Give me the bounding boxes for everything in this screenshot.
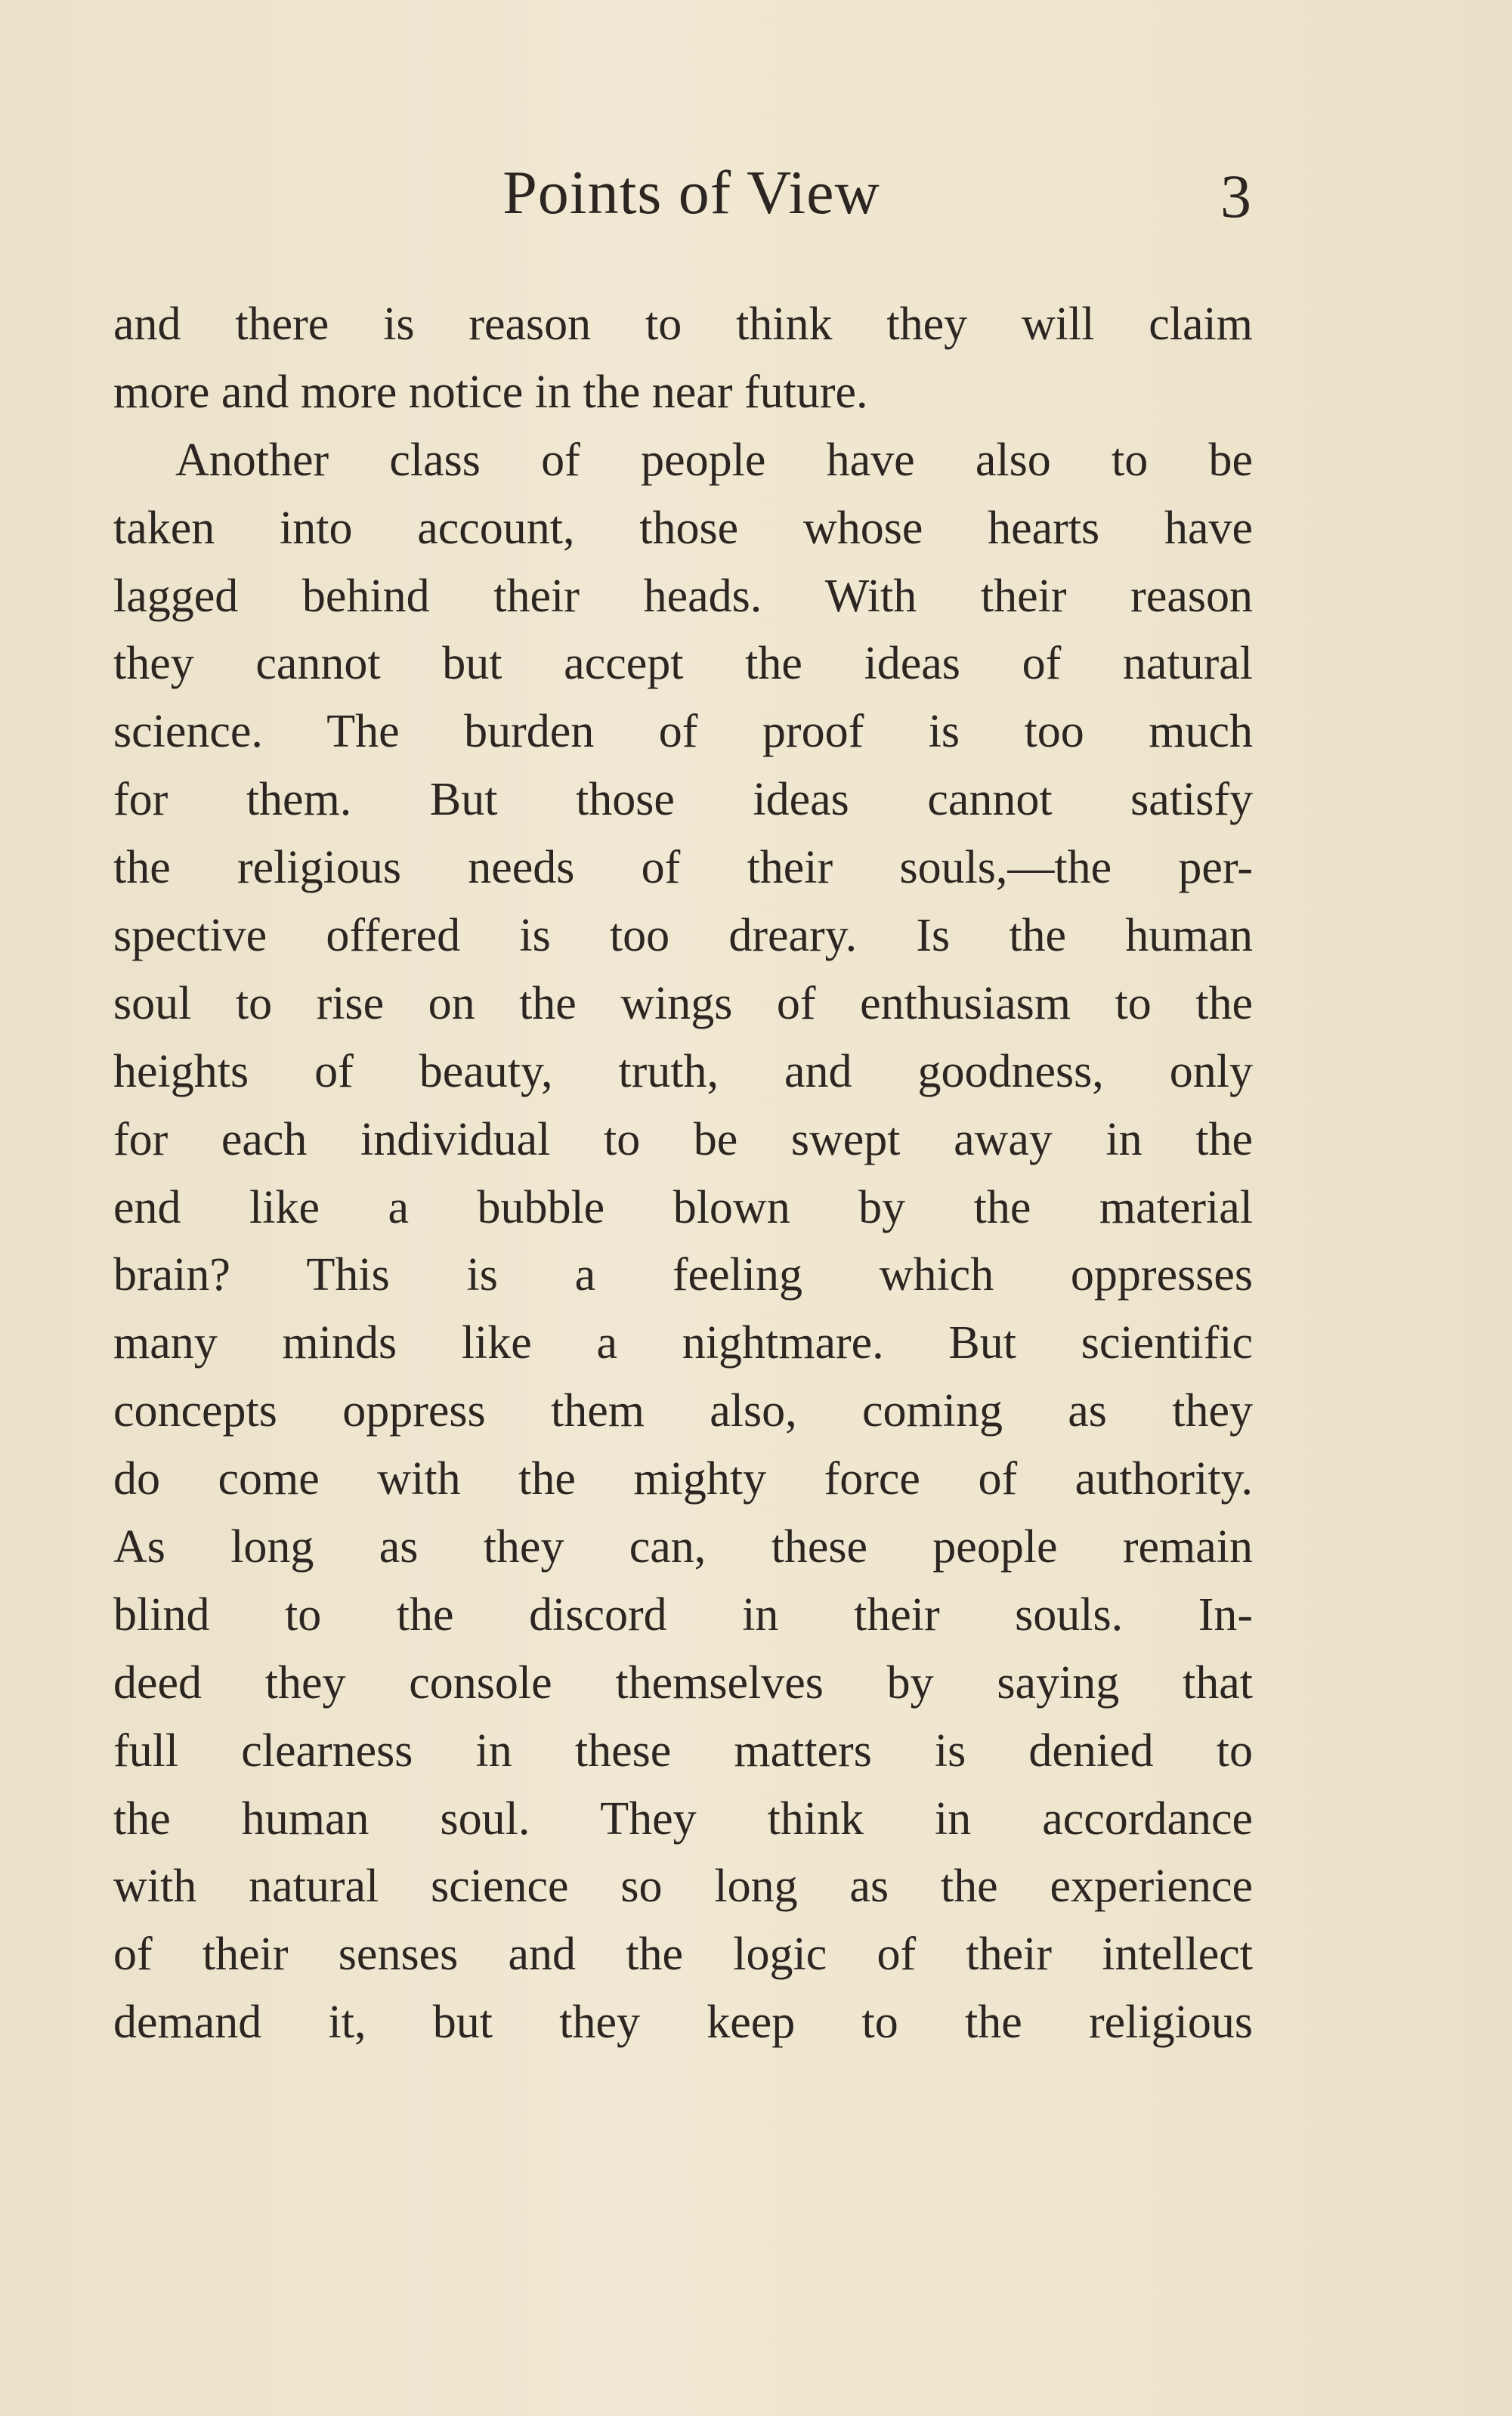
text-line: for them. But those ideas cannot satisfy [113,774,1253,826]
text-line: for each individual to be swept away in the [113,1113,1253,1165]
text-line: more and more notice in the near future. [113,366,868,418]
text-line: the religious needs of their souls,—the per- [113,842,1253,894]
text-line: many minds like a nightmare. But scientific [113,1317,1253,1369]
text-line: lagged behind their heads. With their reason [113,570,1253,622]
text-line: full clearness in these matters is denied to [113,1725,1253,1777]
page-number: 3 [1220,162,1251,230]
text-line: the human soul. They think in accordance [113,1793,1253,1845]
text-line: do come with the mighty force of authority. [113,1453,1253,1505]
text-line: taken into account, those whose hearts have [113,502,1253,554]
text-line: science. The burden of proof is too much [113,706,1253,758]
body-text [113,291,1253,2057]
text-line: As long as they can, these people remain [113,1521,1253,1573]
text-line: brain? This is a feeling which oppresses [113,1249,1253,1301]
text-line: concepts oppress them also, coming as they [113,1385,1253,1437]
text-line: Another class of people have also to be [175,434,1253,486]
text-line: heights of beauty, truth, and goodness, only [113,1045,1253,1097]
text-line: spective offered is too dreary. Is the human [113,910,1253,962]
text-line: blind to the discord in their souls. In- [113,1588,1253,1641]
text-line: end like a bubble blown by the material [113,1181,1253,1233]
running-title: Points of View [502,158,880,227]
text-line: soul to rise on the wings of enthusiasm to the [113,977,1253,1029]
text-line: deed they console themselves by saying that [113,1657,1253,1709]
text-line: they cannot but accept the ideas of natural [113,638,1253,690]
text-line: of their senses and the logic of their intellect [113,1929,1253,1981]
text-line: demand it, but they keep to the religious [113,1997,1253,2049]
text-line: with natural science so long as the experience [113,1861,1253,1913]
text-line: and there is reason to think they will claim [113,299,1253,350]
